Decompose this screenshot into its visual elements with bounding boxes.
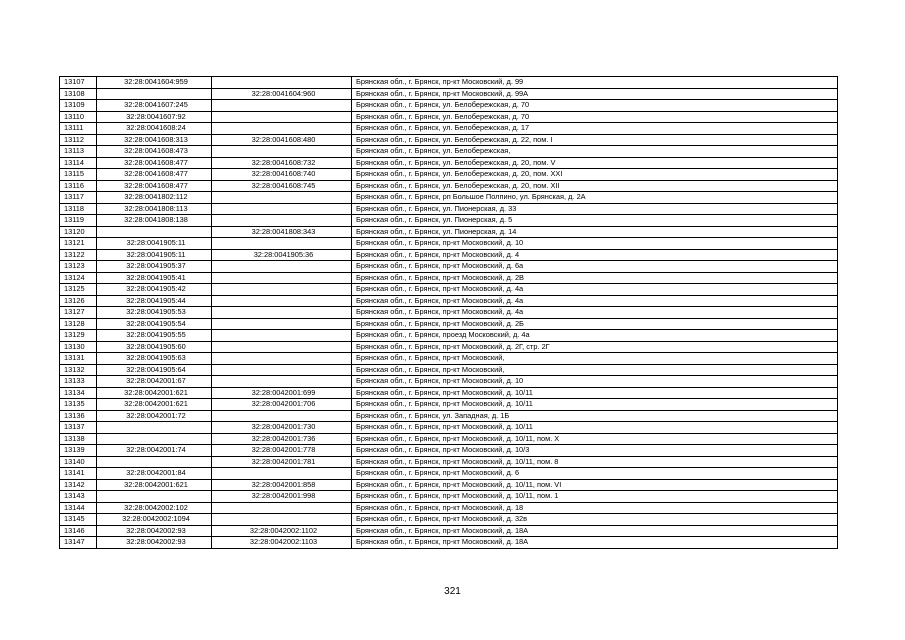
premises-cadastral-number-cell: 32:28:0041608:732 [212, 157, 352, 169]
table-row [60, 157, 838, 169]
premises-cadastral-number-cell [212, 77, 352, 89]
row-number-cell: 13134 [60, 387, 97, 399]
cadastral-number-cell: 32:28:0042002:1094 [97, 514, 212, 526]
table-row [60, 364, 838, 376]
table-row [60, 387, 838, 399]
cadastral-number-cell: 32:28:0041608:477 [97, 169, 212, 181]
address-cell: Брянская обл., г. Брянск, рп Большое Полпино, ул. Брянская, д. 2А [352, 192, 838, 204]
table-row [60, 295, 838, 307]
row-number-cell: 13139 [60, 445, 97, 457]
register-table-body [60, 77, 838, 549]
table-row [60, 192, 838, 204]
address-cell: Брянская обл., г. Брянск, пр-кт Московский, д. 32в [352, 514, 838, 526]
table-row [60, 88, 838, 100]
cadastral-number-cell: 32:28:0041905:42 [97, 284, 212, 296]
row-number-cell: 13141 [60, 468, 97, 480]
cadastral-number-cell: 32:28:0041608:473 [97, 146, 212, 158]
cadastral-number-cell: 32:28:0041608:477 [97, 157, 212, 169]
row-number-cell: 13109 [60, 100, 97, 112]
cadastral-number-cell: 32:28:0041808:113 [97, 203, 212, 215]
premises-cadastral-number-cell [212, 146, 352, 158]
row-number-cell: 13119 [60, 215, 97, 227]
cadastral-number-cell: 32:28:0041905:11 [97, 249, 212, 261]
cadastral-number-cell: 32:28:0041905:53 [97, 307, 212, 319]
property-register-table [59, 76, 838, 549]
table-row [60, 215, 838, 227]
premises-cadastral-number-cell: 32:28:0042002:1103 [212, 537, 352, 549]
cadastral-number-cell: 32:28:0041802:112 [97, 192, 212, 204]
address-cell: Брянская обл., г. Брянск, пр-кт Московский, д. 18А [352, 525, 838, 537]
table-row [60, 100, 838, 112]
address-cell: Брянская обл., г. Брянск, пр-кт Московский, д. 2Г, стр. 2Г [352, 341, 838, 353]
address-cell: Брянская обл., г. Брянск, пр-кт Московский, д. 6а [352, 261, 838, 273]
premises-cadastral-number-cell: 32:28:0041608:480 [212, 134, 352, 146]
row-number-cell: 13137 [60, 422, 97, 434]
cadastral-number-cell: 32:28:0041905:54 [97, 318, 212, 330]
address-cell: Брянская обл., г. Брянск, пр-кт Московский, д. 4а [352, 307, 838, 319]
cadastral-number-cell: 32:28:0041905:55 [97, 330, 212, 342]
address-cell: Брянская обл., г. Брянск, пр-кт Московский, д. 18А [352, 537, 838, 549]
row-number-cell: 13124 [60, 272, 97, 284]
address-cell: Брянская обл., г. Брянск, пр-кт Московский, д. 2Б [352, 318, 838, 330]
premises-cadastral-number-cell [212, 111, 352, 123]
premises-cadastral-number-cell [212, 514, 352, 526]
premises-cadastral-number-cell: 32:28:0042001:998 [212, 491, 352, 503]
premises-cadastral-number-cell [212, 468, 352, 480]
address-cell: Брянская обл., г. Брянск, пр-кт Московский, д. 4а [352, 284, 838, 296]
address-cell: Брянская обл., г. Брянск, пр-кт Московский, д. 4а [352, 295, 838, 307]
table-row [60, 514, 838, 526]
address-cell: Брянская обл., г. Брянск, пр-кт Московский, д. 99А [352, 88, 838, 100]
table-row [60, 410, 838, 422]
premises-cadastral-number-cell [212, 261, 352, 273]
table-row [60, 111, 838, 123]
premises-cadastral-number-cell [212, 353, 352, 365]
table-row [60, 249, 838, 261]
cadastral-number-cell: 32:28:0041607:245 [97, 100, 212, 112]
row-number-cell: 13138 [60, 433, 97, 445]
address-cell: Брянская обл., г. Брянск, пр-кт Московский, д. 18 [352, 502, 838, 514]
address-cell: Брянская обл., г. Брянск, пр-кт Московский, д. 10 [352, 376, 838, 388]
premises-cadastral-number-cell: 32:28:0041604:960 [212, 88, 352, 100]
cadastral-number-cell: 32:28:0042001:72 [97, 410, 212, 422]
premises-cadastral-number-cell [212, 238, 352, 250]
cadastral-number-cell: 32:28:0041905:64 [97, 364, 212, 376]
address-cell: Брянская обл., г. Брянск, ул. Белобережская, д. 70 [352, 100, 838, 112]
cadastral-number-cell: 32:28:0042002:102 [97, 502, 212, 514]
cadastral-number-cell: 32:28:0041905:44 [97, 295, 212, 307]
premises-cadastral-number-cell: 32:28:0042001:858 [212, 479, 352, 491]
row-number-cell: 13135 [60, 399, 97, 411]
row-number-cell: 13115 [60, 169, 97, 181]
premises-cadastral-number-cell [212, 203, 352, 215]
premises-cadastral-number-cell: 32:28:0041608:745 [212, 180, 352, 192]
row-number-cell: 13143 [60, 491, 97, 503]
table-row [60, 537, 838, 549]
table-row [60, 272, 838, 284]
table-row [60, 422, 838, 434]
table-row [60, 445, 838, 457]
table-row [60, 318, 838, 330]
premises-cadastral-number-cell [212, 341, 352, 353]
table-row [60, 169, 838, 181]
row-number-cell: 13118 [60, 203, 97, 215]
premises-cadastral-number-cell [212, 307, 352, 319]
cadastral-number-cell [97, 456, 212, 468]
cadastral-number-cell: 32:28:0041604:959 [97, 77, 212, 89]
row-number-cell: 13116 [60, 180, 97, 192]
cadastral-number-cell: 32:28:0042001:67 [97, 376, 212, 388]
row-number-cell: 13126 [60, 295, 97, 307]
row-number-cell: 13123 [60, 261, 97, 273]
cadastral-number-cell: 32:28:0042001:621 [97, 479, 212, 491]
row-number-cell: 13129 [60, 330, 97, 342]
row-number-cell: 13111 [60, 123, 97, 135]
address-cell: Брянская обл., г. Брянск, пр-кт Московский, д. 10/3 [352, 445, 838, 457]
row-number-cell: 13114 [60, 157, 97, 169]
address-cell: Брянская обл., г. Брянск, пр-кт Московский, д. 10/11, пом. VI [352, 479, 838, 491]
address-cell: Брянская обл., г. Брянск, ул. Белобережская, д. 22, пом. I [352, 134, 838, 146]
address-cell: Брянская обл., г. Брянск, ул. Белобережская, [352, 146, 838, 158]
premises-cadastral-number-cell [212, 215, 352, 227]
premises-cadastral-number-cell: 32:28:0042001:699 [212, 387, 352, 399]
address-cell: Брянская обл., г. Брянск, пр-кт Московский, [352, 353, 838, 365]
cadastral-number-cell [97, 226, 212, 238]
premises-cadastral-number-cell [212, 295, 352, 307]
premises-cadastral-number-cell: 32:28:0042001:778 [212, 445, 352, 457]
cadastral-number-cell: 32:28:0041607:92 [97, 111, 212, 123]
premises-cadastral-number-cell [212, 410, 352, 422]
table-row [60, 180, 838, 192]
cadastral-number-cell: 32:28:0042001:74 [97, 445, 212, 457]
row-number-cell: 13133 [60, 376, 97, 388]
table-row [60, 491, 838, 503]
address-cell: Брянская обл., г. Брянск, ул. Пионерская, д. 33 [352, 203, 838, 215]
premises-cadastral-number-cell [212, 502, 352, 514]
row-number-cell: 13107 [60, 77, 97, 89]
row-number-cell: 13144 [60, 502, 97, 514]
cadastral-number-cell: 32:28:0041608:24 [97, 123, 212, 135]
row-number-cell: 13112 [60, 134, 97, 146]
table-row [60, 479, 838, 491]
cadastral-number-cell: 32:28:0042001:621 [97, 387, 212, 399]
cadastral-number-cell: 32:28:0042001:621 [97, 399, 212, 411]
cadastral-number-cell: 32:28:0041808:138 [97, 215, 212, 227]
row-number-cell: 13145 [60, 514, 97, 526]
row-number-cell: 13121 [60, 238, 97, 250]
address-cell: Брянская обл., г. Брянск, пр-кт Московский, д. 2В [352, 272, 838, 284]
cadastral-number-cell: 32:28:0041905:37 [97, 261, 212, 273]
address-cell: Брянская обл., г. Брянск, проезд Московский, д. 4а [352, 330, 838, 342]
table-row [60, 226, 838, 238]
row-number-cell: 13120 [60, 226, 97, 238]
address-cell: Брянская обл., г. Брянск, ул. Белобережская, д. 20, пом. XXI [352, 169, 838, 181]
row-number-cell: 13140 [60, 456, 97, 468]
cadastral-number-cell: 32:28:0041905:60 [97, 341, 212, 353]
cadastral-number-cell: 32:28:0042002:93 [97, 537, 212, 549]
address-cell: Брянская обл., г. Брянск, пр-кт Московский, д. 10/11 [352, 422, 838, 434]
cadastral-number-cell: 32:28:0041905:41 [97, 272, 212, 284]
cadastral-number-cell [97, 433, 212, 445]
row-number-cell: 13117 [60, 192, 97, 204]
table-row [60, 502, 838, 514]
address-cell: Брянская обл., г. Брянск, пр-кт Московский, д. 10/11, пом. 1 [352, 491, 838, 503]
row-number-cell: 13127 [60, 307, 97, 319]
premises-cadastral-number-cell [212, 272, 352, 284]
address-cell: Брянская обл., г. Брянск, ул. Пионерская, д. 5 [352, 215, 838, 227]
row-number-cell: 13130 [60, 341, 97, 353]
table-row [60, 261, 838, 273]
cadastral-number-cell: 32:28:0042001:84 [97, 468, 212, 480]
premises-cadastral-number-cell [212, 284, 352, 296]
premises-cadastral-number-cell: 32:28:0042001:736 [212, 433, 352, 445]
address-cell: Брянская обл., г. Брянск, ул. Белобережская, д. 17 [352, 123, 838, 135]
page-number: 321 [444, 586, 461, 597]
row-number-cell: 13132 [60, 364, 97, 376]
row-number-cell: 13110 [60, 111, 97, 123]
address-cell: Брянская обл., г. Брянск, ул. Западная, д. 1Б [352, 410, 838, 422]
premises-cadastral-number-cell [212, 330, 352, 342]
premises-cadastral-number-cell: 32:28:0041808:343 [212, 226, 352, 238]
table-row [60, 238, 838, 250]
cadastral-number-cell [97, 491, 212, 503]
table-row [60, 146, 838, 158]
address-cell: Брянская обл., г. Брянск, пр-кт Московский, д. 10/11, пом. X [352, 433, 838, 445]
row-number-cell: 13142 [60, 479, 97, 491]
address-cell: Брянская обл., г. Брянск, пр-кт Московский, д. 99 [352, 77, 838, 89]
address-cell: Брянская обл., г. Брянск, пр-кт Московский, д. 10/11, пом. 8 [352, 456, 838, 468]
premises-cadastral-number-cell: 32:28:0041905:36 [212, 249, 352, 261]
address-cell: Брянская обл., г. Брянск, ул. Пионерская, д. 14 [352, 226, 838, 238]
table-row [60, 353, 838, 365]
cadastral-number-cell: 32:28:0042002:93 [97, 525, 212, 537]
row-number-cell: 13136 [60, 410, 97, 422]
table-row [60, 203, 838, 215]
table-row [60, 399, 838, 411]
premises-cadastral-number-cell: 32:28:0042001:706 [212, 399, 352, 411]
row-number-cell: 13146 [60, 525, 97, 537]
premises-cadastral-number-cell: 32:28:0042001:730 [212, 422, 352, 434]
table-row [60, 307, 838, 319]
premises-cadastral-number-cell [212, 100, 352, 112]
table-row [60, 77, 838, 89]
address-cell: Брянская обл., г. Брянск, пр-кт Московский, д. 10 [352, 238, 838, 250]
premises-cadastral-number-cell: 32:28:0042001:781 [212, 456, 352, 468]
address-cell: Брянская обл., г. Брянск, ул. Белобережская, д. 20, пом. XII [352, 180, 838, 192]
premises-cadastral-number-cell: 32:28:0041608:740 [212, 169, 352, 181]
address-cell: Брянская обл., г. Брянск, ул. Белобережская, д. 70 [352, 111, 838, 123]
table-row [60, 433, 838, 445]
table-row [60, 123, 838, 135]
address-cell: Брянская обл., г. Брянск, пр-кт Московский, д. 10/11 [352, 399, 838, 411]
premises-cadastral-number-cell [212, 318, 352, 330]
row-number-cell: 13113 [60, 146, 97, 158]
address-cell: Брянская обл., г. Брянск, ул. Белобережская, д. 20, пом. V [352, 157, 838, 169]
cadastral-number-cell: 32:28:0041905:63 [97, 353, 212, 365]
cadastral-number-cell [97, 422, 212, 434]
row-number-cell: 13131 [60, 353, 97, 365]
table-row [60, 330, 838, 342]
table-row [60, 376, 838, 388]
cadastral-number-cell: 32:28:0041608:313 [97, 134, 212, 146]
cadastral-number-cell: 32:28:0041608:477 [97, 180, 212, 192]
premises-cadastral-number-cell [212, 376, 352, 388]
table-row [60, 525, 838, 537]
cadastral-number-cell: 32:28:0041905:11 [97, 238, 212, 250]
address-cell: Брянская обл., г. Брянск, пр-кт Московский, [352, 364, 838, 376]
premises-cadastral-number-cell [212, 192, 352, 204]
table-row [60, 284, 838, 296]
premises-cadastral-number-cell [212, 123, 352, 135]
premises-cadastral-number-cell: 32:28:0042002:1102 [212, 525, 352, 537]
row-number-cell: 13122 [60, 249, 97, 261]
table-row [60, 468, 838, 480]
table-row [60, 134, 838, 146]
table-row [60, 456, 838, 468]
row-number-cell: 13147 [60, 537, 97, 549]
address-cell: Брянская обл., г. Брянск, пр-кт Московский, д. 4 [352, 249, 838, 261]
row-number-cell: 13108 [60, 88, 97, 100]
row-number-cell: 13125 [60, 284, 97, 296]
premises-cadastral-number-cell [212, 364, 352, 376]
cadastral-number-cell [97, 88, 212, 100]
address-cell: Брянская обл., г. Брянск, пр-кт Московский, д. 10/11 [352, 387, 838, 399]
address-cell: Брянская обл., г. Брянск, пр-кт Московский, д. 6 [352, 468, 838, 480]
table-row [60, 341, 838, 353]
row-number-cell: 13128 [60, 318, 97, 330]
